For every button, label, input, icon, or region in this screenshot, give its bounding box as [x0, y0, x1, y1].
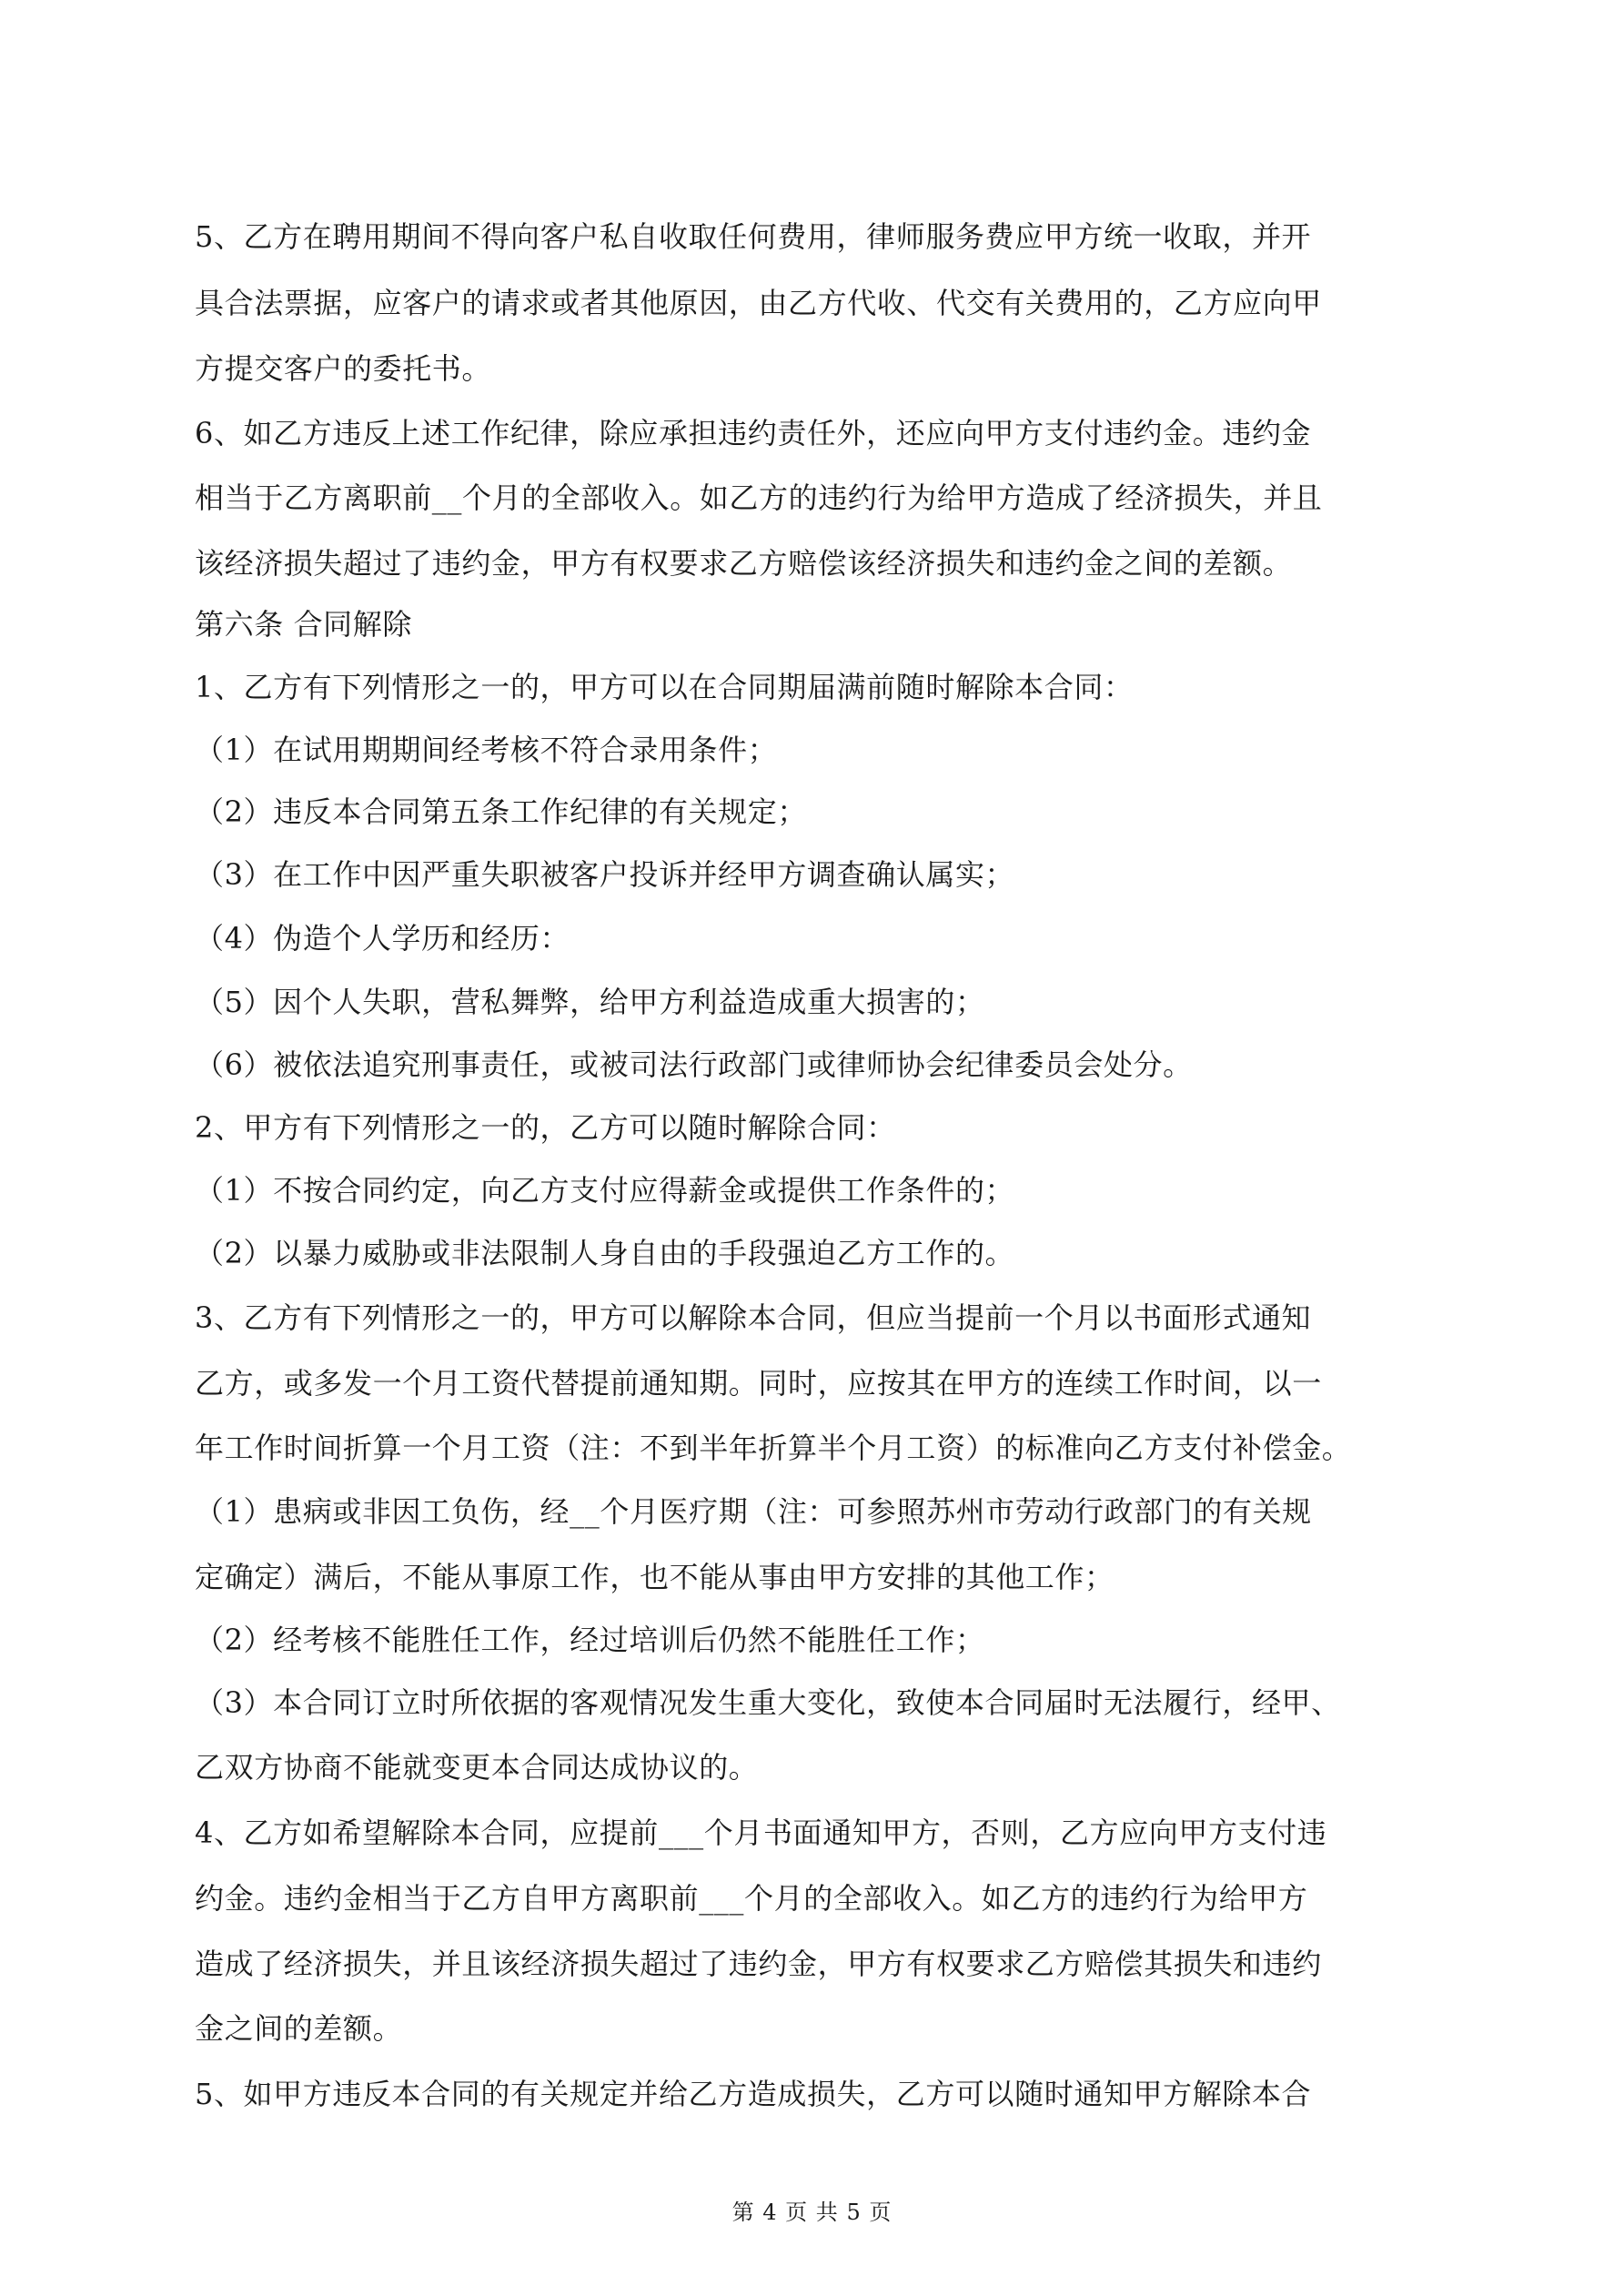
text-line: （4）伪造个人学历和经历：: [195, 921, 570, 956]
text-line: （2）以暴力威胁或非法限制人身自由的手段强迫乙方工作的。: [195, 1236, 1015, 1270]
text-line: （1）在试用期期间经考核不符合录用条件；: [195, 733, 778, 767]
text-line: 2、甲方有下列情形之一的，乙方可以随时解除合同：: [195, 1110, 896, 1145]
text-line: 约金。违约金相当于乙方自甲方离职前___个月的全部收入。如乙方的违约行为给甲方: [195, 1881, 1308, 1916]
page-footer: 第 4 页 共 5 页: [731, 2200, 893, 2225]
text-line: 第六条 合同解除: [195, 607, 412, 642]
text-line: （2）经考核不能胜任工作，经过培训后仍然不能胜任工作；: [195, 1623, 985, 1657]
text-line: 3、乙方有下列情形之一的，甲方可以解除本合同，但应当提前一个月以书面形式通知: [195, 1300, 1312, 1335]
text-line: 乙方，或多发一个月工资代替提前通知期。同时，应按其在甲方的连续工作时间，以一: [195, 1366, 1322, 1401]
text-line: 该经济损失超过了违约金，甲方有权要求乙方赔偿该经济损失和违约金之间的差额。: [195, 546, 1293, 581]
text-line: （3）在工作中因严重失职被客户投诉并经甲方调查确认属实；: [195, 857, 1015, 892]
text-line: （2）违反本合同第五条工作纪律的有关规定；: [195, 794, 807, 829]
text-line: 具合法票据，应客户的请求或者其他原因，由乙方代收、代交有关费用的，乙方应向甲: [195, 286, 1322, 320]
text-line: （6）被依法追究刑事责任，或被司法行政部门或律师协会纪律委员会处分。: [195, 1047, 1193, 1082]
text-line: 乙双方协商不能就变更本合同达成协议的。: [195, 1750, 759, 1785]
text-line: 相当于乙方离职前__个月的全部收入。如乙方的违约行为给甲方造成了经济损失，并且: [195, 480, 1323, 515]
text-line: 方提交客户的委托书。: [195, 351, 492, 386]
text-line: （3）本合同订立时所依据的客观情况发生重大变化，致使本合同届时无法履行，经甲、: [195, 1685, 1341, 1720]
text-line: 金之间的差额。: [195, 2011, 403, 2046]
text-line: （5）因个人失职，营私舞弊，给甲方利益造成重大损害的；: [195, 985, 985, 1019]
text-line: （1）不按合同约定，向乙方支付应得薪金或提供工作条件的；: [195, 1173, 1015, 1208]
text-line: 1、乙方有下列情形之一的，甲方可以在合同期届满前随时解除本合同：: [195, 670, 1134, 704]
text-line: 年工作时间折算一个月工资（注：不到半年折算半个月工资）的标准向乙方支付补偿金。: [195, 1431, 1352, 1465]
text-line: 5、如甲方违反本合同的有关规定并给乙方造成损失，乙方可以随时通知甲方解除本合: [195, 2077, 1312, 2111]
text-line: 4、乙方如希望解除本合同，应提前___个月书面通知甲方，否则，乙方应向甲方支付违: [195, 1816, 1327, 1850]
text-line: 造成了经济损失，并且该经济损失超过了违约金，甲方有权要求乙方赔偿其损失和违约: [195, 1947, 1322, 1981]
text-line: 5、乙方在聘用期间不得向客户私自收取任何费用，律师服务费应甲方统一收取，并开: [195, 219, 1312, 254]
text-line: 定确定）满后，不能从事原工作，也不能从事由甲方安排的其他工作；: [195, 1560, 1115, 1594]
text-line: 6、如乙方违反上述工作纪律，除应承担违约责任外，还应向甲方支付违约金。违约金: [195, 416, 1312, 450]
text-line: （1）患病或非因工负伤，经__个月医疗期（注：可参照苏州市劳动行政部门的有关规: [195, 1494, 1312, 1529]
